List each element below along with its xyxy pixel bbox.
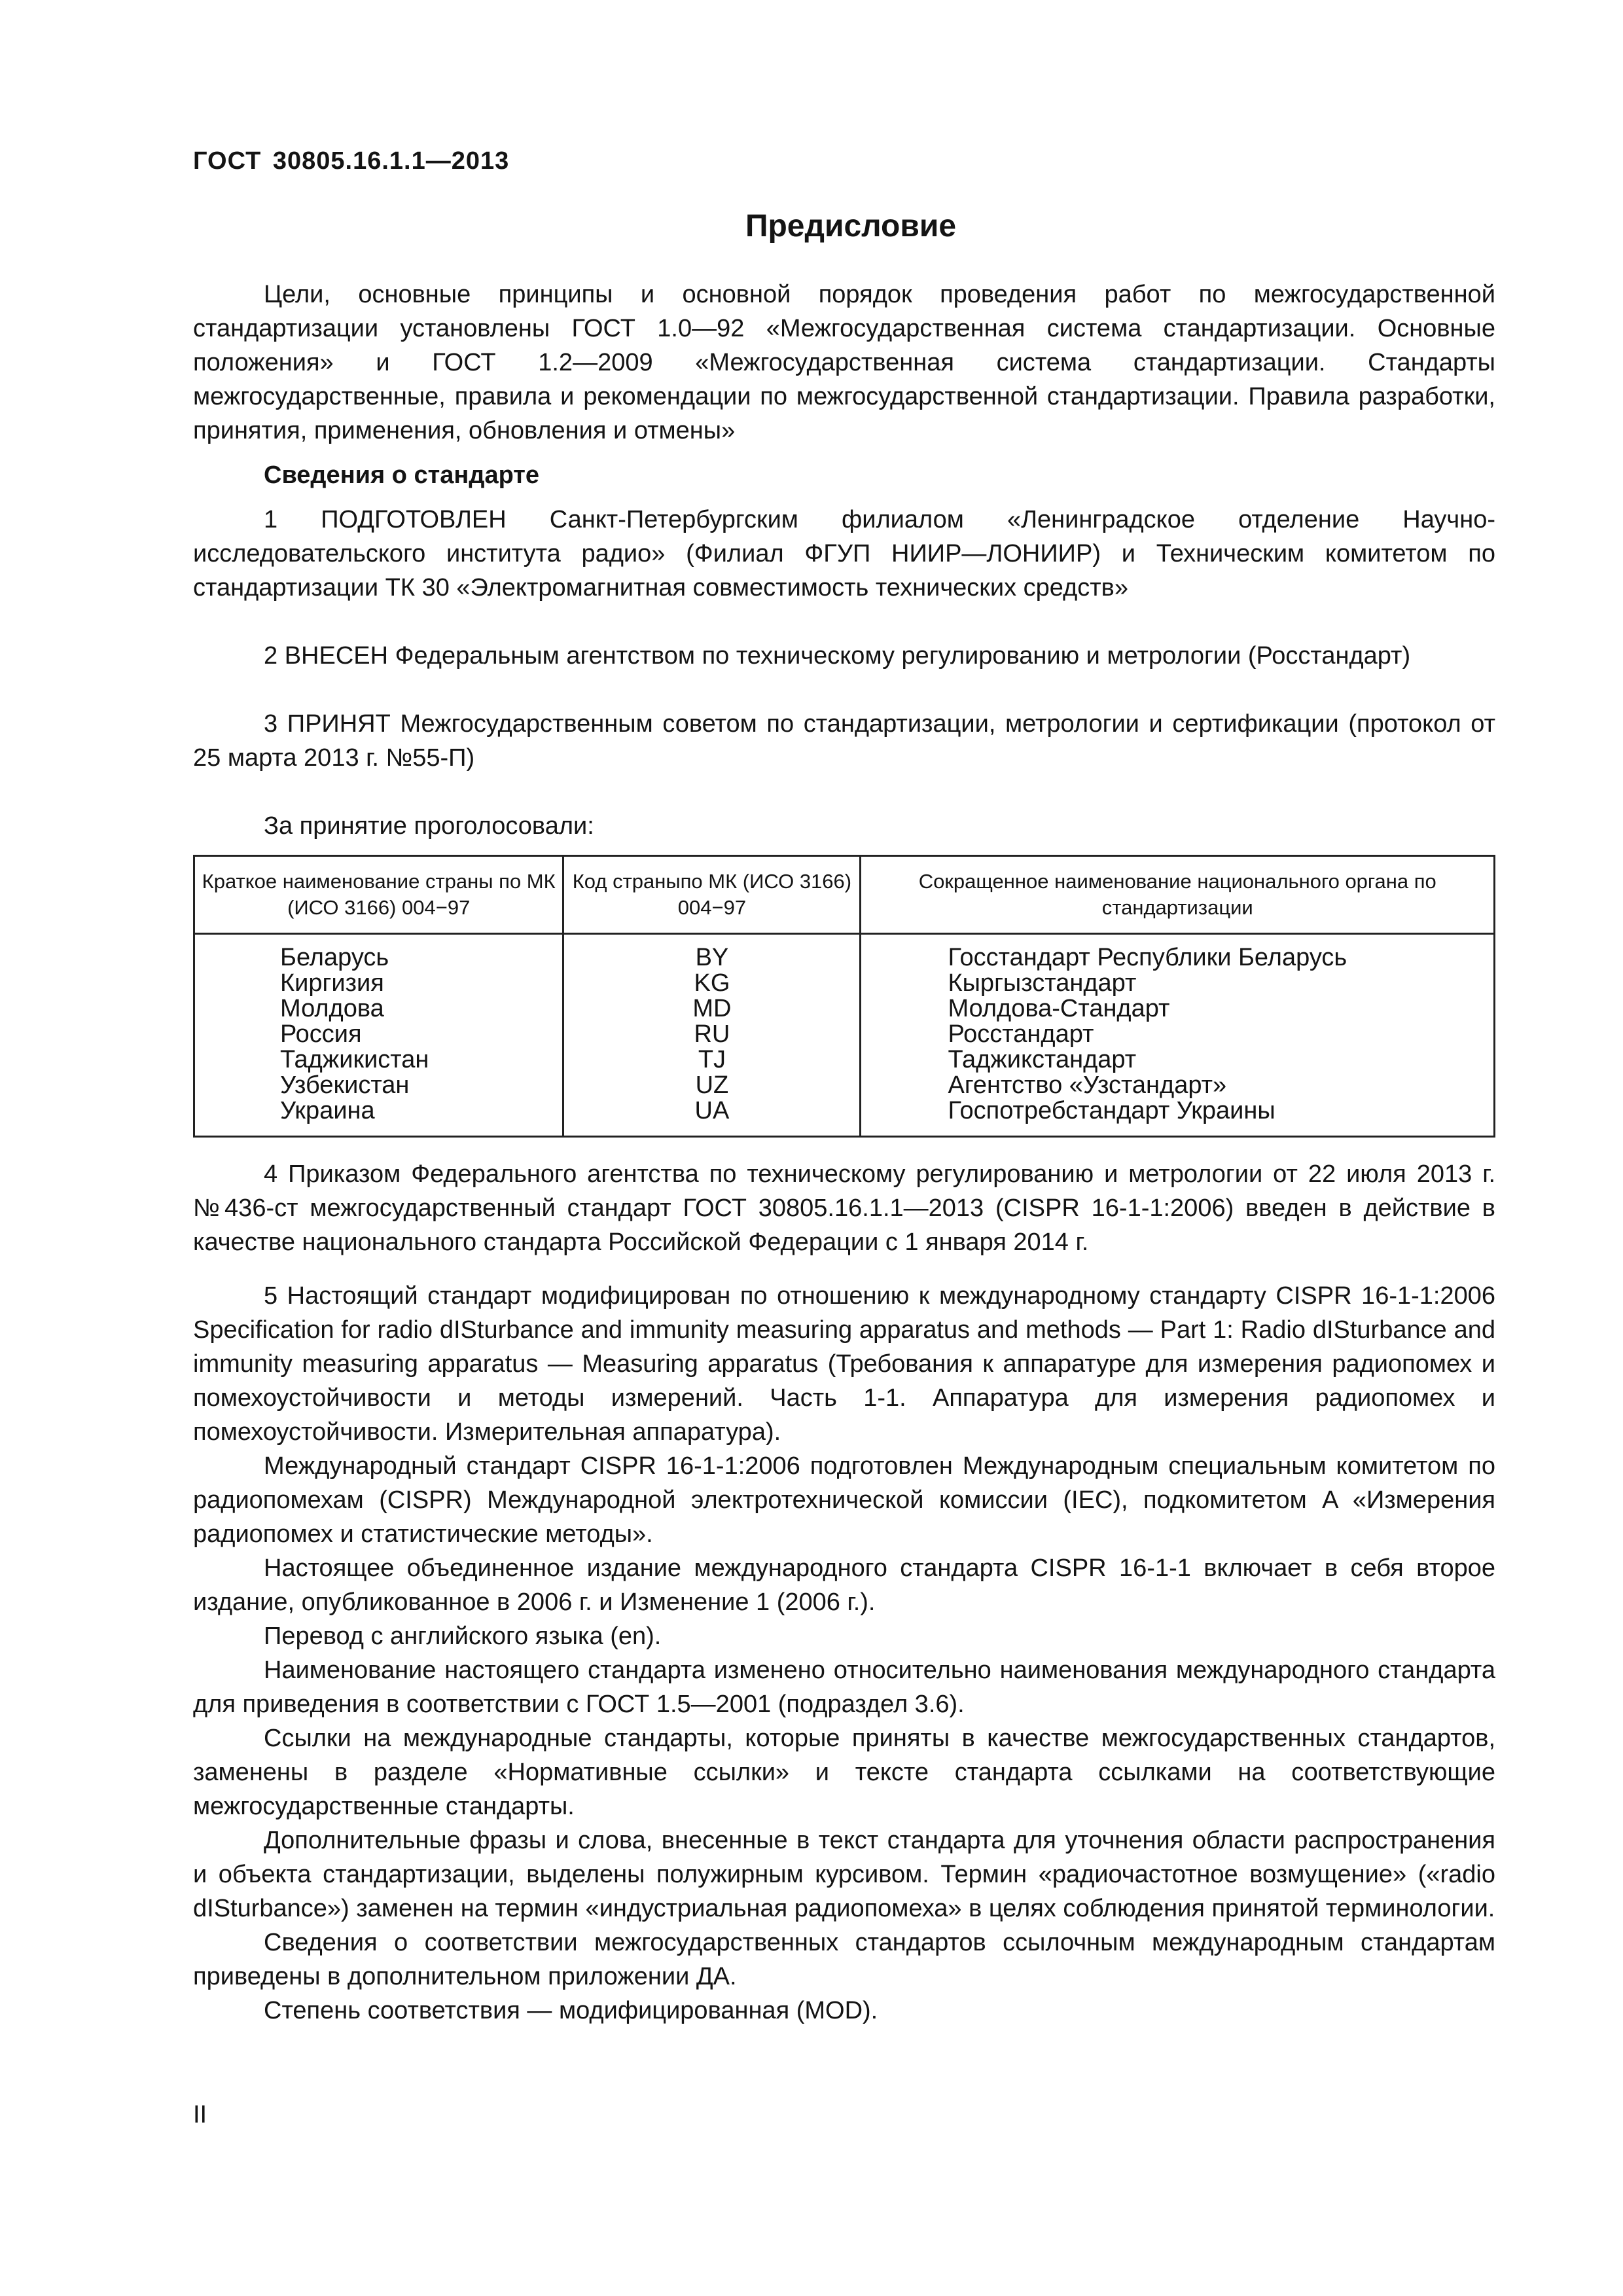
body-cell: Госпотребстандарт Украины xyxy=(861,1098,1495,1137)
item-2-paragraph: 2 ВНЕСЕН Федеральным агентством по техническому регулированию и метрологии (Росстандарт) xyxy=(264,642,1411,670)
code-cell: TJ xyxy=(563,1047,861,1073)
voting-countries-table xyxy=(193,855,1495,1138)
body-paragraph: Сведения о соответствии межгосударственных стандартов ссылочным международным стандартам приведены в дополнительном приложении ДА. xyxy=(193,1929,1495,1990)
item-4-paragraph: 4 Приказом Федерального агентства по техническому регулированию и метрологии от 22 июля 2013 г. №436-ст межгосударственный стандарт ГОСТ 30805.16.1.1—2013 (CISPR 16-1-1:2006) введен в действие в качестве национального стандарта Российской Федерации с 1 января 2014 г. xyxy=(193,1160,1495,1256)
country-cell: Россия xyxy=(194,1022,563,1047)
table-row xyxy=(194,971,1495,996)
body-paragraph: Ссылки на международные стандарты, которые приняты в качестве межгосударственных стандартов, заменены в разделе «Нормативные ссылки» и тексте стандарта ссылками на соответствующие межгосударственные стандарты. xyxy=(193,1725,1495,1820)
table-header-country: Краткое наименование страны по МК (ИСО 3166) 004−97 xyxy=(194,856,563,934)
page-number: II xyxy=(193,2101,207,2128)
country-cell: Молдова xyxy=(194,996,563,1022)
country-cell: Таджикистан xyxy=(194,1047,563,1073)
body-paragraph: Дополнительные фразы и слова, внесенные в текст стандарта для уточнения области распространения и объекта стандартизации, выделены полужирным курсивом. Термин «радиочастотное возмущение» («radio dISturbance») заменен на термин «индустриальная радиопомеха» в целях соблюдения принятой терминологии. xyxy=(193,1827,1495,1922)
code-cell: UZ xyxy=(563,1073,861,1098)
table-row xyxy=(194,934,1495,971)
document-number: ГОСТ 30805.16.1.1—2013 xyxy=(193,147,510,175)
country-cell: Украина xyxy=(194,1098,563,1137)
body-cell: Молдова-Стандарт xyxy=(861,996,1495,1022)
body-paragraph: Наименование настоящего стандарта изменено относительно наименования международного стандарта для приведения в соответствии с ГОСТ 1.5—2001 (подраздел 3.6). xyxy=(193,1657,1495,1718)
country-cell: Беларусь xyxy=(194,934,563,971)
country-cell: Узбекистан xyxy=(194,1073,563,1098)
body-paragraph: Перевод с английского языка (en). xyxy=(264,1623,662,1650)
body-paragraph: Степень соответствия — модифицированная (MOD). xyxy=(264,1997,878,2024)
standard-info-heading: Сведения о стандарте xyxy=(264,461,540,489)
body-paragraph: Международный стандарт CISPR 16-1-1:2006 подготовлен Международным специальным комитетом по радиопомехам (CISPR) Международной электротехнической комиссии (IEC), подкомитетом A «Измерения радиопомех и статистические методы». xyxy=(193,1452,1495,1548)
document-body xyxy=(193,278,1495,2028)
item-5-paragraph: 5 Настоящий стандарт модифицирован по отношению к международному стандарту CISPR 16-1-1:2006 Specification for radio dISturbance and immunity measuring apparatus and methods — Part 1: Radio dISturbance and immunity measuring apparatus — Measuring apparatus (Требования к аппаратуре для измерения радиопомех и помехоустойчивости и методы измерений. Часть 1-1. Аппаратура для измерения радиопомех и помехоустойчивости. Измерительная аппаратура). xyxy=(193,1282,1495,1446)
page-title: Предисловие xyxy=(745,209,957,243)
code-cell: UA xyxy=(563,1098,861,1137)
body-cell: Госстандарт Республики Беларусь xyxy=(861,934,1495,971)
code-cell: RU xyxy=(563,1022,861,1047)
table-row xyxy=(194,1022,1495,1047)
table-row xyxy=(194,996,1495,1022)
code-cell: KG xyxy=(563,971,861,996)
table-header-code: Код страныпо МК (ИСО 3166) 004−97 xyxy=(563,856,861,934)
body-cell: Агентство «Узстандарт» xyxy=(861,1073,1495,1098)
code-cell: BY xyxy=(563,934,861,971)
body-cell: Кыргызстандарт xyxy=(861,971,1495,996)
body-cell: Таджикстандарт xyxy=(861,1047,1495,1073)
country-cell: Киргизия xyxy=(194,971,563,996)
body-paragraph: Настоящее объединенное издание международного стандарта CISPR 16-1-1 включает в себя второе издание, опубликованное в 2006 г. и Изменение 1 (2006 г.). xyxy=(193,1554,1495,1616)
body-cell: Росстандарт xyxy=(861,1022,1495,1047)
voted-label: За принятие проголосовали: xyxy=(264,812,594,840)
table-row xyxy=(194,1098,1495,1137)
intro-paragraph: Цели, основные принципы и основной порядок проведения работ по межгосударственной стандартизации установлены ГОСТ 1.0—92 «Межгосударственная система стандартизации. Основные положения» и ГОСТ 1.2—2009 «Межгосударственная система стандартизации. Стандарты межгосударственные, правила и рекомендации по межгосударственной стандартизации. Правила разработки, принятия, применения, обновления и отмены» xyxy=(193,281,1495,444)
table-header-body: Сокращенное наименование национального органа по стандартизации xyxy=(861,856,1495,934)
item-1-paragraph: 1 ПОДГОТОВЛЕН Санкт-Петербургским филиалом «Ленинградское отделение Научно-исследовательского института радио» (Филиал ФГУП НИИР—ЛОНИИР) и Техническим комитетом по стандартизации ТК 30 «Электромагнитная совместимость технических средств» xyxy=(193,506,1495,601)
code-cell: MD xyxy=(563,996,861,1022)
table-row xyxy=(194,1047,1495,1073)
table-row xyxy=(194,1073,1495,1098)
item-3-paragraph: 3 ПРИНЯТ Межгосударственным советом по стандартизации, метрологии и сертификации (протокол от 25 марта 2013 г. №55-П) xyxy=(193,710,1495,772)
table-header-row xyxy=(194,856,1495,934)
